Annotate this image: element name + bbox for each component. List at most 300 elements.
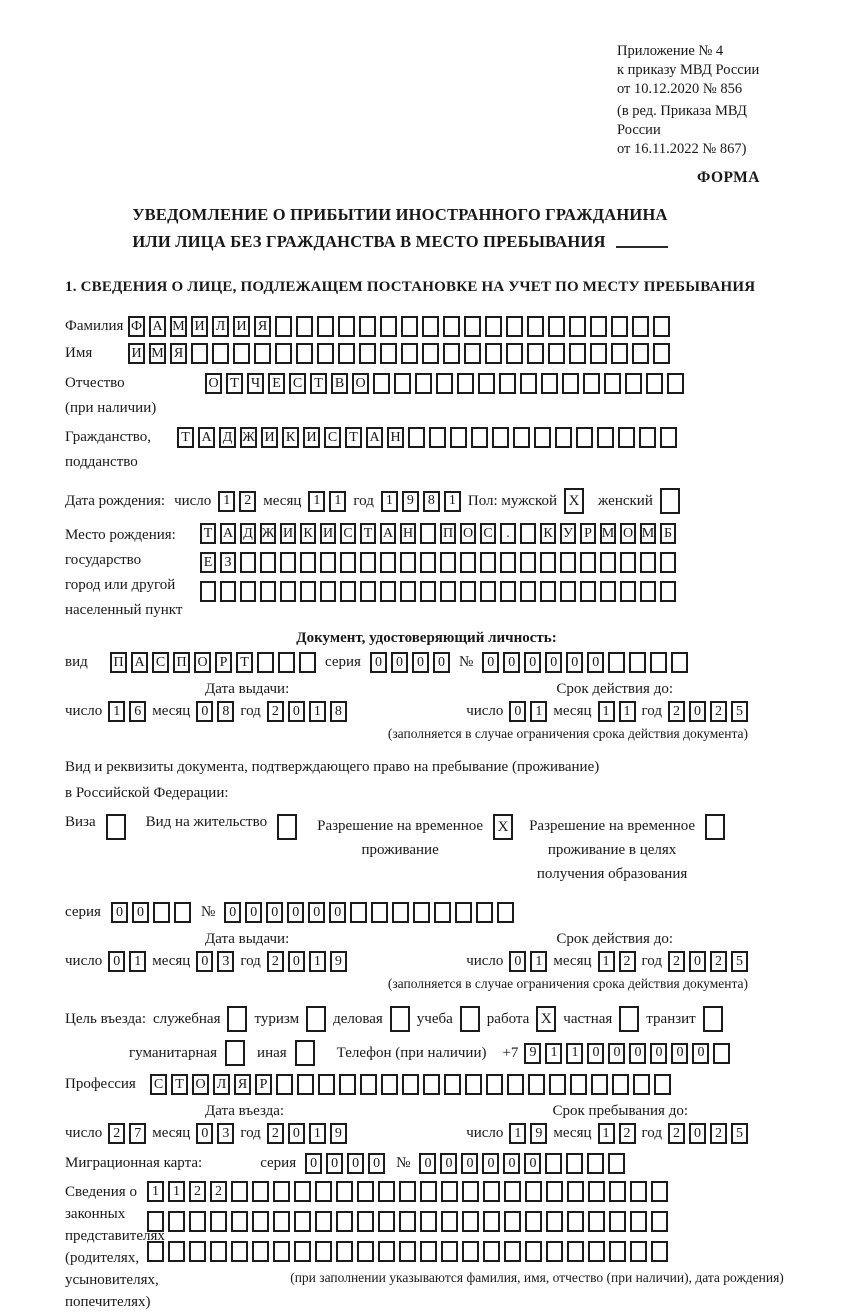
char-box[interactable]: 2 [668, 701, 685, 722]
char-box[interactable]: 8 [423, 491, 440, 512]
char-box[interactable]: 0 [266, 902, 283, 923]
char-box[interactable]: 0 [326, 1153, 343, 1174]
char-box[interactable] [423, 1074, 440, 1095]
char-box[interactable]: С [324, 427, 341, 448]
char-box[interactable]: 2 [710, 1123, 727, 1144]
residence-expiry-day-boxes[interactable] [509, 951, 547, 972]
char-box[interactable] [630, 1181, 647, 1202]
char-box[interactable] [189, 1241, 206, 1262]
char-box[interactable]: 0 [461, 1153, 478, 1174]
char-box[interactable] [168, 1241, 185, 1262]
char-box[interactable]: Л [212, 316, 229, 337]
char-box[interactable] [378, 1181, 395, 1202]
char-box[interactable] [297, 1074, 314, 1095]
char-box[interactable]: 2 [619, 1123, 636, 1144]
char-box[interactable]: 2 [239, 491, 256, 512]
char-box[interactable] [350, 902, 367, 923]
char-box[interactable] [478, 373, 495, 394]
char-box[interactable] [527, 343, 544, 364]
char-box[interactable]: 0 [132, 902, 149, 923]
char-box[interactable]: О [205, 373, 222, 394]
char-box[interactable]: 1 [598, 1123, 615, 1144]
char-box[interactable]: Я [254, 316, 271, 337]
char-box[interactable] [340, 552, 356, 573]
char-box[interactable] [147, 1241, 164, 1262]
char-box[interactable]: 0 [524, 1153, 541, 1174]
char-box[interactable] [460, 552, 476, 573]
char-box[interactable] [650, 652, 667, 673]
char-box[interactable] [464, 316, 481, 337]
char-box[interactable]: Б [660, 523, 676, 544]
char-box[interactable]: 0 [503, 1153, 520, 1174]
char-box[interactable] [231, 1241, 248, 1262]
stay-year-boxes[interactable] [668, 1123, 748, 1144]
char-box[interactable] [460, 581, 476, 602]
char-box[interactable]: 1 [218, 491, 235, 512]
char-box[interactable] [357, 1181, 374, 1202]
purpose-private-checkbox[interactable] [619, 1006, 639, 1032]
char-box[interactable] [528, 1074, 545, 1095]
char-box[interactable]: М [640, 523, 656, 544]
char-box[interactable] [671, 652, 688, 673]
char-box[interactable] [422, 316, 439, 337]
char-box[interactable]: 0 [288, 1123, 305, 1144]
char-box[interactable] [465, 1074, 482, 1095]
char-box[interactable]: 0 [111, 902, 128, 923]
migration-series-boxes[interactable] [305, 1153, 385, 1174]
char-box[interactable]: 0 [566, 652, 583, 673]
char-box[interactable]: 1 [308, 491, 325, 512]
char-box[interactable] [471, 427, 488, 448]
char-box[interactable]: 0 [308, 902, 325, 923]
char-box[interactable]: 0 [482, 652, 499, 673]
char-box[interactable]: 2 [267, 951, 284, 972]
char-box[interactable] [588, 1181, 605, 1202]
entry-month-boxes[interactable] [196, 1123, 234, 1144]
char-box[interactable] [520, 523, 536, 544]
char-box[interactable] [455, 902, 472, 923]
char-box[interactable] [168, 1211, 185, 1232]
char-box[interactable] [360, 581, 376, 602]
char-box[interactable] [420, 552, 436, 573]
char-box[interactable]: Т [345, 427, 362, 448]
char-box[interactable] [500, 552, 516, 573]
char-box[interactable] [608, 652, 625, 673]
char-box[interactable]: 0 [650, 1043, 667, 1064]
temp-residence-checkbox[interactable]: X [493, 814, 513, 840]
char-box[interactable]: Р [580, 523, 596, 544]
char-box[interactable] [618, 427, 635, 448]
issue-year-boxes[interactable] [267, 701, 347, 722]
char-box[interactable] [315, 1211, 332, 1232]
surname-boxes[interactable] [128, 316, 670, 337]
char-box[interactable]: П [440, 523, 456, 544]
char-box[interactable] [525, 1241, 542, 1262]
char-box[interactable] [660, 581, 676, 602]
residence-issue-month-boxes[interactable] [196, 951, 234, 972]
char-box[interactable] [380, 581, 396, 602]
char-box[interactable] [400, 581, 416, 602]
birth-year-boxes[interactable] [381, 491, 461, 512]
char-box[interactable] [357, 1211, 374, 1232]
char-box[interactable] [632, 343, 649, 364]
char-box[interactable] [413, 902, 430, 923]
char-box[interactable] [436, 373, 453, 394]
char-box[interactable] [174, 902, 191, 923]
sex-male-checkbox[interactable]: X [564, 488, 584, 514]
char-box[interactable] [257, 652, 274, 673]
char-box[interactable]: Т [177, 427, 194, 448]
char-box[interactable] [560, 552, 576, 573]
char-box[interactable] [587, 1153, 604, 1174]
representatives-row3-boxes[interactable] [147, 1241, 847, 1262]
char-box[interactable] [546, 1211, 563, 1232]
char-box[interactable]: 0 [524, 652, 541, 673]
char-box[interactable]: К [282, 427, 299, 448]
char-box[interactable] [443, 316, 460, 337]
char-box[interactable]: 0 [671, 1043, 688, 1064]
char-box[interactable]: 0 [287, 902, 304, 923]
issue-month-boxes[interactable] [196, 701, 234, 722]
char-box[interactable] [296, 316, 313, 337]
char-box[interactable] [422, 343, 439, 364]
char-box[interactable] [434, 902, 451, 923]
char-box[interactable]: 1 [329, 491, 346, 512]
char-box[interactable] [609, 1241, 626, 1262]
char-box[interactable] [441, 1181, 458, 1202]
char-box[interactable] [233, 343, 250, 364]
char-box[interactable] [597, 427, 614, 448]
char-box[interactable]: 8 [330, 701, 347, 722]
char-box[interactable] [651, 1241, 668, 1262]
char-box[interactable] [567, 1211, 584, 1232]
char-box[interactable]: 0 [608, 1043, 625, 1064]
char-box[interactable] [629, 652, 646, 673]
char-box[interactable] [630, 1211, 647, 1232]
char-box[interactable]: З [220, 552, 236, 573]
char-box[interactable]: С [340, 523, 356, 544]
char-box[interactable] [590, 343, 607, 364]
char-box[interactable]: Д [219, 427, 236, 448]
char-box[interactable] [420, 1241, 437, 1262]
birth-place-row2-boxes[interactable] [200, 552, 676, 573]
char-box[interactable] [576, 427, 593, 448]
char-box[interactable] [567, 1241, 584, 1262]
char-box[interactable]: В [331, 373, 348, 394]
char-box[interactable] [260, 581, 276, 602]
char-box[interactable] [497, 902, 514, 923]
char-box[interactable] [525, 1181, 542, 1202]
char-box[interactable]: 2 [267, 1123, 284, 1144]
char-box[interactable]: 0 [689, 1123, 706, 1144]
char-box[interactable]: М [170, 316, 187, 337]
char-box[interactable] [320, 552, 336, 573]
birth-place-row1-boxes[interactable] [200, 523, 676, 544]
char-box[interactable] [506, 316, 523, 337]
char-box[interactable]: 1 [444, 491, 461, 512]
char-box[interactable] [420, 1181, 437, 1202]
char-box[interactable]: 0 [196, 701, 213, 722]
representatives-row1-boxes[interactable] [147, 1181, 847, 1202]
char-box[interactable] [280, 552, 296, 573]
char-box[interactable] [360, 552, 376, 573]
char-box[interactable] [300, 581, 316, 602]
char-box[interactable] [210, 1241, 227, 1262]
char-box[interactable]: 0 [288, 951, 305, 972]
residence-permit-checkbox[interactable] [277, 814, 297, 840]
char-box[interactable]: А [380, 523, 396, 544]
char-box[interactable] [520, 552, 536, 573]
char-box[interactable]: С [480, 523, 496, 544]
char-box[interactable]: У [560, 523, 576, 544]
char-box[interactable]: И [261, 427, 278, 448]
char-box[interactable] [336, 1181, 353, 1202]
char-box[interactable] [276, 1074, 293, 1095]
char-box[interactable]: А [198, 427, 215, 448]
char-box[interactable] [620, 581, 636, 602]
char-box[interactable] [443, 343, 460, 364]
char-box[interactable] [525, 1211, 542, 1232]
char-box[interactable]: И [320, 523, 336, 544]
char-box[interactable]: 0 [692, 1043, 709, 1064]
char-box[interactable]: 1 [381, 491, 398, 512]
residence-issue-year-boxes[interactable] [267, 951, 347, 972]
char-box[interactable] [420, 581, 436, 602]
char-box[interactable] [485, 316, 502, 337]
char-box[interactable]: А [131, 652, 148, 673]
char-box[interactable] [590, 316, 607, 337]
char-box[interactable]: М [600, 523, 616, 544]
entry-year-boxes[interactable] [267, 1123, 347, 1144]
char-box[interactable] [640, 581, 656, 602]
expiry-month-boxes[interactable] [598, 701, 636, 722]
char-box[interactable]: Л [213, 1074, 230, 1095]
char-box[interactable]: 2 [108, 1123, 125, 1144]
char-box[interactable] [483, 1241, 500, 1262]
char-box[interactable]: 0 [419, 1153, 436, 1174]
char-box[interactable] [315, 1181, 332, 1202]
char-box[interactable] [252, 1241, 269, 1262]
char-box[interactable]: И [128, 343, 145, 364]
char-box[interactable] [380, 316, 397, 337]
char-box[interactable]: И [280, 523, 296, 544]
char-box[interactable] [252, 1181, 269, 1202]
char-box[interactable]: 1 [168, 1181, 185, 1202]
char-box[interactable]: 3 [217, 951, 234, 972]
char-box[interactable] [450, 427, 467, 448]
purpose-work-checkbox[interactable]: X [536, 1006, 556, 1032]
char-box[interactable]: 0 [545, 652, 562, 673]
char-box[interactable] [296, 343, 313, 364]
char-box[interactable]: 2 [210, 1181, 227, 1202]
residence-series-boxes[interactable] [111, 902, 191, 923]
char-box[interactable]: П [173, 652, 190, 673]
char-box[interactable]: 2 [668, 1123, 685, 1144]
char-box[interactable]: Т [360, 523, 376, 544]
char-box[interactable] [231, 1211, 248, 1232]
char-box[interactable]: С [152, 652, 169, 673]
char-box[interactable] [486, 1074, 503, 1095]
char-box[interactable] [401, 316, 418, 337]
char-box[interactable] [639, 427, 656, 448]
purpose-other-checkbox[interactable] [295, 1040, 315, 1066]
char-box[interactable]: 7 [129, 1123, 146, 1144]
char-box[interactable] [220, 581, 236, 602]
char-box[interactable] [541, 373, 558, 394]
char-box[interactable] [480, 581, 496, 602]
char-box[interactable] [483, 1211, 500, 1232]
char-box[interactable] [611, 343, 628, 364]
char-box[interactable]: 9 [402, 491, 419, 512]
citizenship-boxes[interactable] [177, 427, 677, 448]
char-box[interactable]: 0 [108, 951, 125, 972]
char-box[interactable]: 5 [731, 701, 748, 722]
char-box[interactable] [444, 1074, 461, 1095]
char-box[interactable]: 0 [689, 701, 706, 722]
char-box[interactable] [280, 581, 296, 602]
char-box[interactable] [548, 316, 565, 337]
char-box[interactable] [273, 1181, 290, 1202]
char-box[interactable]: И [191, 316, 208, 337]
char-box[interactable] [336, 1211, 353, 1232]
char-box[interactable]: С [150, 1074, 167, 1095]
char-box[interactable] [633, 1074, 650, 1095]
char-box[interactable] [399, 1241, 416, 1262]
char-box[interactable]: 5 [731, 951, 748, 972]
char-box[interactable]: 0 [391, 652, 408, 673]
char-box[interactable]: 0 [368, 1153, 385, 1174]
char-box[interactable] [381, 1074, 398, 1095]
birth-place-row3-boxes[interactable] [200, 581, 676, 602]
char-box[interactable]: 2 [619, 951, 636, 972]
char-box[interactable] [462, 1241, 479, 1262]
char-box[interactable] [527, 316, 544, 337]
char-box[interactable] [625, 373, 642, 394]
char-box[interactable]: О [194, 652, 211, 673]
char-box[interactable] [191, 343, 208, 364]
visa-checkbox[interactable] [106, 814, 126, 840]
char-box[interactable] [273, 1211, 290, 1232]
char-box[interactable]: О [352, 373, 369, 394]
char-box[interactable]: Т [171, 1074, 188, 1095]
char-box[interactable] [260, 552, 276, 573]
char-box[interactable] [457, 373, 474, 394]
char-box[interactable]: 1 [108, 701, 125, 722]
patronymic-boxes[interactable] [205, 373, 684, 394]
char-box[interactable] [660, 552, 676, 573]
char-box[interactable]: 0 [509, 701, 526, 722]
char-box[interactable]: 2 [267, 701, 284, 722]
doc-type-boxes[interactable] [110, 652, 316, 673]
char-box[interactable] [569, 316, 586, 337]
birth-day-boxes[interactable] [218, 491, 256, 512]
char-box[interactable] [357, 1241, 374, 1262]
expiry-year-boxes[interactable] [668, 701, 748, 722]
char-box[interactable] [646, 373, 663, 394]
char-box[interactable] [399, 1211, 416, 1232]
char-box[interactable] [513, 427, 530, 448]
char-box[interactable]: 1 [530, 701, 547, 722]
char-box[interactable]: К [540, 523, 556, 544]
char-box[interactable] [580, 581, 596, 602]
char-box[interactable]: О [460, 523, 476, 544]
char-box[interactable]: Р [255, 1074, 272, 1095]
char-box[interactable] [520, 373, 537, 394]
char-box[interactable]: О [192, 1074, 209, 1095]
char-box[interactable] [380, 552, 396, 573]
char-box[interactable]: 0 [224, 902, 241, 923]
char-box[interactable] [588, 1211, 605, 1232]
residence-issue-day-boxes[interactable] [108, 951, 146, 972]
char-box[interactable]: Е [200, 552, 216, 573]
char-box[interactable] [200, 581, 216, 602]
char-box[interactable]: 0 [587, 652, 604, 673]
char-box[interactable] [485, 343, 502, 364]
char-box[interactable]: 1 [598, 701, 615, 722]
char-box[interactable]: 9 [330, 951, 347, 972]
char-box[interactable]: 2 [668, 951, 685, 972]
char-box[interactable] [570, 1074, 587, 1095]
char-box[interactable] [318, 1074, 335, 1095]
char-box[interactable] [492, 427, 509, 448]
char-box[interactable] [294, 1241, 311, 1262]
char-box[interactable]: 0 [629, 1043, 646, 1064]
char-box[interactable]: Я [170, 343, 187, 364]
char-box[interactable] [620, 552, 636, 573]
char-box[interactable] [340, 581, 356, 602]
char-box[interactable] [231, 1181, 248, 1202]
char-box[interactable]: К [300, 523, 316, 544]
char-box[interactable] [653, 343, 670, 364]
char-box[interactable]: Ж [240, 427, 257, 448]
name-boxes[interactable] [128, 343, 670, 364]
char-box[interactable]: И [303, 427, 320, 448]
char-box[interactable] [338, 316, 355, 337]
char-box[interactable] [378, 1241, 395, 1262]
purpose-study-checkbox[interactable] [460, 1006, 480, 1032]
char-box[interactable] [408, 427, 425, 448]
char-box[interactable] [441, 1241, 458, 1262]
char-box[interactable] [359, 343, 376, 364]
char-box[interactable] [653, 316, 670, 337]
char-box[interactable]: 1 [530, 951, 547, 972]
char-box[interactable]: 1 [509, 1123, 526, 1144]
char-box[interactable] [600, 581, 616, 602]
char-box[interactable] [371, 902, 388, 923]
char-box[interactable] [440, 552, 456, 573]
purpose-humanitarian-checkbox[interactable] [225, 1040, 245, 1066]
char-box[interactable] [440, 581, 456, 602]
char-box[interactable]: Д [240, 523, 256, 544]
char-box[interactable] [520, 581, 536, 602]
char-box[interactable]: 0 [412, 652, 429, 673]
char-box[interactable] [240, 581, 256, 602]
char-box[interactable] [189, 1211, 206, 1232]
char-box[interactable] [373, 373, 390, 394]
char-box[interactable] [360, 1074, 377, 1095]
char-box[interactable] [294, 1181, 311, 1202]
char-box[interactable] [378, 1211, 395, 1232]
char-box[interactable] [294, 1211, 311, 1232]
issue-day-boxes[interactable] [108, 701, 146, 722]
char-box[interactable] [153, 902, 170, 923]
char-box[interactable]: Р [215, 652, 232, 673]
profession-boxes[interactable] [150, 1074, 671, 1095]
char-box[interactable]: О [620, 523, 636, 544]
doc-number-boxes[interactable] [482, 652, 688, 673]
char-box[interactable] [462, 1211, 479, 1232]
char-box[interactable]: 0 [196, 951, 213, 972]
